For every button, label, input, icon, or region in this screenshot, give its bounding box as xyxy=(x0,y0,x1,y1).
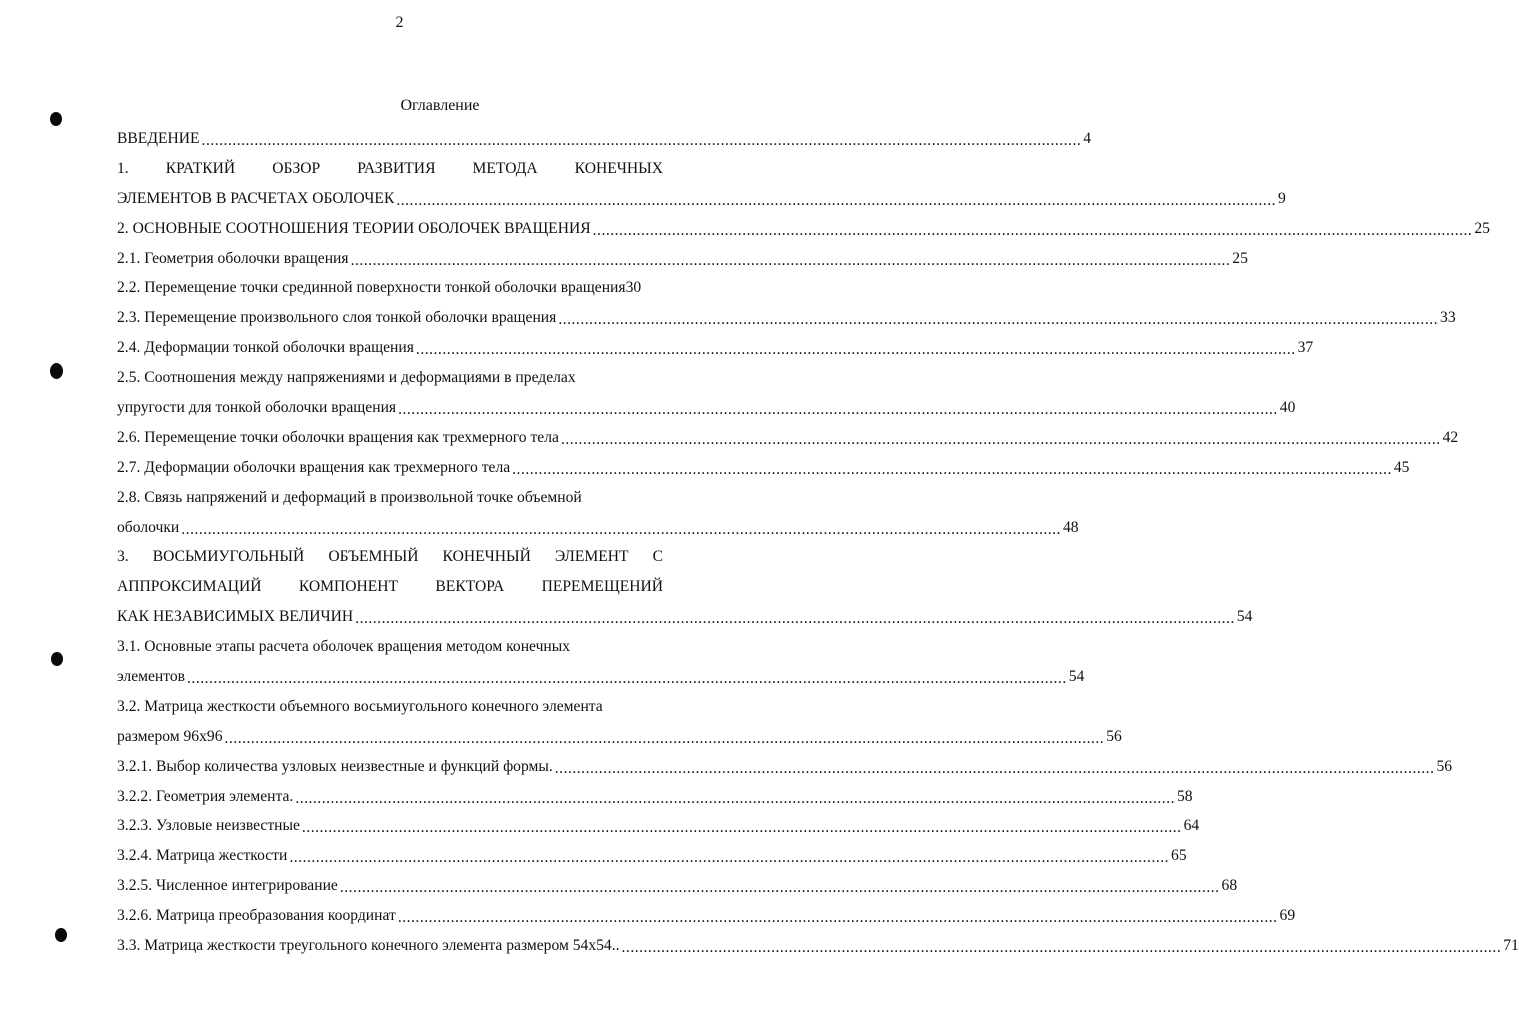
scan-hole-mark-2 xyxy=(50,363,63,379)
toc-entry-3-2-1[interactable] xyxy=(117,752,1453,782)
toc-entry-3-1-cont[interactable] xyxy=(117,662,1085,692)
toc-entry-page: 54 xyxy=(1236,608,1253,626)
toc-entry-text: размером 96х96 xyxy=(117,727,223,745)
toc-entry-text: 1. КРАТКИЙ ОБЗОР РАЗВИТИЯ МЕТОДА КОНЕЧНЫХ xyxy=(117,159,663,177)
toc-entry-2-8-cont[interactable] xyxy=(117,513,1079,543)
toc-entry-chapter-1-cont[interactable] xyxy=(117,184,1286,214)
dot-leader: ........................................................................................................................................................................................................ xyxy=(301,819,1182,837)
toc-entry-text: 3.2.4. Матрица жесткости xyxy=(117,847,288,865)
toc-entry-page: 56 xyxy=(1106,727,1122,745)
toc-entry-3-2-5[interactable] xyxy=(117,871,1238,901)
page-number: 2 xyxy=(395,14,404,31)
dot-leader: ........................................................................................................................................................................................................ xyxy=(181,520,1061,538)
dot-leader: ........................................................................................................................................................................................................ xyxy=(350,251,1231,269)
toc-entry-text: 2.6. Перемещение точки оболочки вращения как трехмерного тела xyxy=(117,428,559,446)
toc-entry-text: 2.7. Деформации оболочки вращения как трехмерного тела xyxy=(117,458,511,476)
toc-entry-page: 48 xyxy=(1062,518,1079,536)
toc-entry-text: 2.8. Связь напряжений и деформаций в произвольной точке объемной xyxy=(117,488,582,506)
scan-hole-mark-1 xyxy=(50,112,62,126)
toc-entry-text: 2.5. Соотношения между напряжениями и деформациями в пределах xyxy=(117,369,576,387)
toc-entry-page: 71 xyxy=(1503,936,1519,954)
toc-entry-3-2-2[interactable] xyxy=(117,782,1193,812)
dot-leader: ........................................................................................................................................................................................................ xyxy=(355,610,1235,628)
toc-entry-page: 33 xyxy=(1440,309,1456,327)
toc-entry-text: 2. ОСНОВНЫЕ СООТНОШЕНИЯ ТЕОРИИ ОБОЛОЧЕК ВРАЩЕНИЯ xyxy=(117,219,591,237)
dot-leader: ........................................................................................................................................................................................................ xyxy=(397,909,1278,927)
toc-entry-page: 54 xyxy=(1068,667,1085,685)
dot-leader: ........................................................................................................................................................................................................ xyxy=(224,729,1105,747)
toc-entry-2-3[interactable] xyxy=(117,303,1456,333)
toc-entry-text: 3.2.1. Выбор количества узловых неизвестные и функций формы. xyxy=(117,757,553,775)
toc-entry-page: 68 xyxy=(1221,877,1238,895)
toc-entry-text: 3.3. Матрица жесткости треугольного конечного элемента размером 54х54.. xyxy=(117,936,620,954)
toc-entry-text: 2.1. Геометрия оболочки вращения xyxy=(117,249,349,267)
dot-leader: ........................................................................................................................................................................................................ xyxy=(289,849,1170,867)
toc-entry-2-8[interactable] xyxy=(117,483,715,513)
toc-entry-text: упругости для тонкой оболочки вращения xyxy=(117,398,397,416)
dot-leader: ........................................................................................................................................................................................................ xyxy=(415,341,1296,359)
toc-entry-2-7[interactable] xyxy=(117,453,1410,483)
toc-entry-chapter-1[interactable] xyxy=(117,154,715,184)
dot-leader: ........................................................................................................................................................................................................ xyxy=(396,191,1277,209)
dot-leader: ........................................................................................................................................................................................................ xyxy=(554,759,1435,777)
toc-entry-text: АППРОКСИМАЦИЙ КОМПОНЕНТ ВЕКТОРА ПЕРЕМЕЩЕНИЙ xyxy=(117,578,663,596)
toc-entry-page: 45 xyxy=(1393,458,1410,476)
toc-entry-chapter-2[interactable] xyxy=(117,214,1490,244)
table-of-contents xyxy=(117,124,1519,961)
dot-leader: ........................................................................................................................................................................................................ xyxy=(187,669,1067,687)
toc-entry-page: 40 xyxy=(1279,398,1296,416)
toc-entry-2-2[interactable] xyxy=(117,273,715,303)
toc-entry-3-2-4[interactable] xyxy=(117,841,1187,871)
toc-entry-text: ВВЕДЕНИЕ xyxy=(117,129,200,147)
toc-entry-page: 65 xyxy=(1171,847,1187,865)
toc-entry-text: 3.2.3. Узловые неизвестные xyxy=(117,817,300,835)
toc-entry-3-3[interactable] xyxy=(117,931,1519,961)
toc-entry-3-2[interactable] xyxy=(117,692,715,722)
toc-entry-text: 3.2.6. Матрица преобразования координат xyxy=(117,907,396,925)
toc-entry-chapter-3-cont[interactable] xyxy=(117,572,715,602)
toc-entry-page: 37 xyxy=(1297,339,1314,357)
toc-entry-2-6[interactable] xyxy=(117,423,1459,453)
toc-entry-introduction[interactable] xyxy=(117,124,1092,154)
toc-entry-text: КАК НЕЗАВИСИМЫХ ВЕЛИЧИН xyxy=(117,608,354,626)
toc-entry-3-2-6[interactable] xyxy=(117,901,1296,931)
toc-entry-3-2-cont[interactable] xyxy=(117,722,1122,752)
dot-leader: ........................................................................................................................................................................................................ xyxy=(512,460,1392,478)
scan-hole-mark-3 xyxy=(51,652,63,666)
toc-entry-3-2-3[interactable] xyxy=(117,811,1200,841)
toc-entry-page: 9 xyxy=(1278,189,1286,207)
toc-entry-text: 3.2.2. Геометрия элемента. xyxy=(117,787,294,805)
toc-entry-page: 69 xyxy=(1279,907,1296,925)
toc-entry-chapter-3[interactable] xyxy=(117,542,715,572)
dot-leader: ........................................................................................................................................................................................................ xyxy=(201,131,1082,149)
toc-entry-page: 58 xyxy=(1177,787,1193,805)
toc-entry-text: элементов xyxy=(117,667,186,685)
toc-entry-page: 56 xyxy=(1436,757,1453,775)
toc-entry-2-5-cont[interactable] xyxy=(117,393,1296,423)
toc-entry-text: 3.2. Матрица жесткости объемного восьмиугольного конечного элемента xyxy=(117,697,603,715)
toc-entry-text: 2.3. Перемещение произвольного слоя тонкой оболочки вращения xyxy=(117,309,557,327)
dot-leader: ........................................................................................................................................................................................................ xyxy=(339,879,1220,897)
dot-leader: ........................................................................................................................................................................................................ xyxy=(592,221,1473,239)
toc-entry-page: 64 xyxy=(1183,817,1200,835)
toc-entry-page: 25 xyxy=(1232,249,1248,267)
toc-entry-text: 2.2. Перемещение точки срединной поверхности тонкой оболочки вращения30 xyxy=(117,279,642,297)
toc-entry-page: 42 xyxy=(1442,428,1459,446)
toc-entry-2-5[interactable] xyxy=(117,363,715,393)
toc-entry-text: оболочки xyxy=(117,518,180,536)
dot-leader: ........................................................................................................................................................................................................ xyxy=(558,311,1439,329)
toc-entry-chapter-3-end[interactable] xyxy=(117,602,1253,632)
toc-entry-2-1[interactable] xyxy=(117,244,1248,274)
toc-entry-3-1[interactable] xyxy=(117,632,715,662)
toc-entry-page: 4 xyxy=(1083,129,1092,147)
toc-entry-text: 3. ВОСЬМИУГОЛЬНЫЙ ОБЪЕМНЫЙ КОНЕЧНЫЙ ЭЛЕМЕНТ С xyxy=(117,548,663,566)
scan-hole-mark-4 xyxy=(55,928,67,942)
dot-leader: ........................................................................................................................................................................................................ xyxy=(621,938,1502,956)
toc-entry-page: 25 xyxy=(1474,219,1490,237)
toc-entry-text: 3.1. Основные этапы расчета оболочек вращения методом конечных xyxy=(117,638,571,656)
dot-leader: ........................................................................................................................................................................................................ xyxy=(295,789,1175,807)
dot-leader: ........................................................................................................................................................................................................ xyxy=(560,430,1441,448)
toc-entry-2-4[interactable] xyxy=(117,333,1314,363)
dot-leader: ........................................................................................................................................................................................................ xyxy=(398,400,1278,418)
toc-title: Оглавление xyxy=(400,97,480,114)
toc-entry-text: 3.2.5. Численное интегрирование xyxy=(117,877,338,895)
toc-entry-text: 2.4. Деформации тонкой оболочки вращения xyxy=(117,339,414,357)
toc-entry-text: ЭЛЕМЕНТОВ В РАСЧЕТАХ ОБОЛОЧЕК xyxy=(117,189,395,207)
